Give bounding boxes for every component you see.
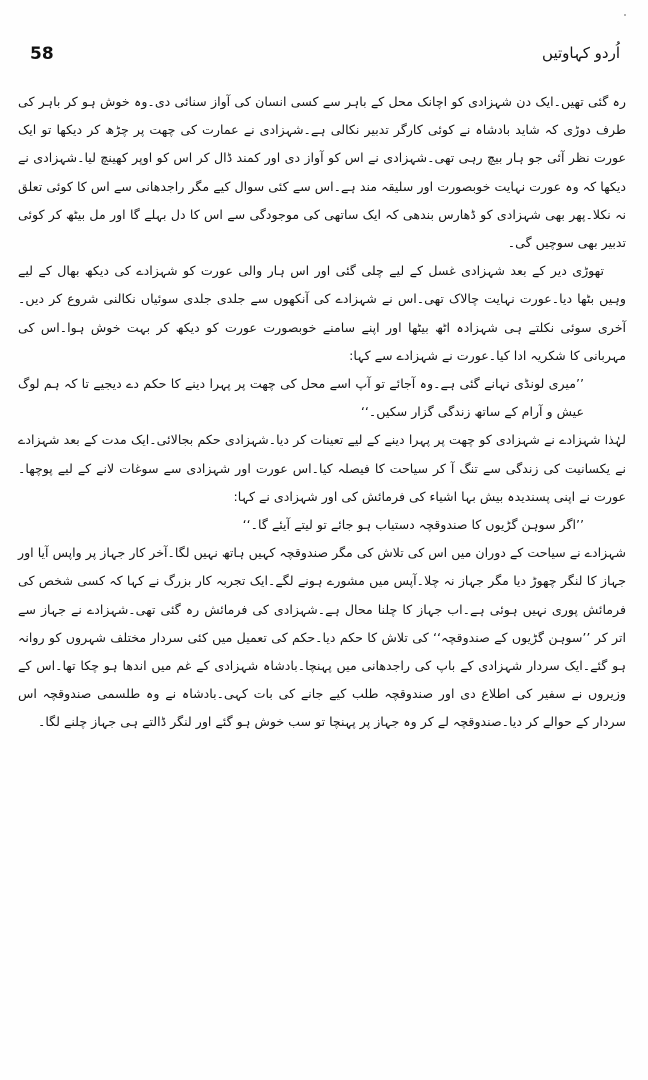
paragraph: شہزادے نے سیاحت کے دوران میں اس کی تلاش کی مگر صندوقچہ کہیں ہاتھ نہیں لگا۔آخر کار جہاز پر واپس آیا اور جہاز کا لنگر چھوڑ دیا مگر جہاز نہ چلا۔آپس میں مشورے ہونے لگے۔ایک تجربہ کار بزرگ نے کہا کہ کسی شخص کی فرمائش پوری نہیں ہوئی ہے۔اب جہاز کا چلنا محال ہے۔شہزادی کی فرمائش رہ گئی تھی۔شہزادے نے جہاز سے اتر کر ’’سوہن گڑیوں کے صندوقچہ‘‘ کی تلاش کا حکم دیا۔حکم کی تعمیل میں کئی سردار مختلف شہروں کو روانہ ہو گئے۔ایک سردار شہزادی کے باپ کی راجدھانی میں پہنچا۔بادشاہ شہزادی کے غم میں اندھا ہو چکا تھا۔اس کے وزیروں نے سفیر کی اطلاع دی اور صندوقچہ طلب کیے جانے کی بات کہی۔بادشاہ نے وہ طلسمی صندوقچہ اس سردار کے حوالے کر دیا۔صندوقچہ لے کر وہ جہاز پر پہنچا تو سب خوش ہو گئے اور لنگر ڈالتے ہی جہاز چلنے لگا۔: [18, 545, 626, 730]
quoted-speech: ’’میری لونڈی نہانے گئی ہے۔وہ آجائے تو آپ اسے محل کی چھت پر پہرا دینے کا حکم دے دیجیے تا کہ ہم لوگ عیش و آرام کے ساتھ زندگی گزار سکیں۔‘‘: [18, 376, 584, 420]
scan-mark: [624, 14, 626, 16]
running-title: اُردو کہاوتیں: [542, 44, 620, 62]
page-number: 58: [30, 44, 54, 64]
paragraph: لہٰذا شہزادے نے شہزادی کو چھت پر پہرا دینے کے لیے تعینات کر دیا۔شہزادی حکم بجالائی۔ایک مدت کے بعد شہزادے نے یکسانیت کی زندگی سے تنگ آ کر سیاحت کا فیصلہ کیا۔اس عورت اور شہزادی سے سوغات لانے کے لیے پوچھا۔عورت نے اپنی پسندیدہ بیش بہا اشیاء کی فرمائش کی اور شہزادی نے کہا:: [18, 432, 626, 504]
page-body: [18, 88, 626, 737]
paragraph: تھوڑی دیر کے بعد شہزادی غسل کے لیے چلی گئی اور اس ہار والی عورت کو شہزادے کی دیکھ بھال کے لیے وہیں بٹھا دیا۔عورت نہایت چالاک تھی۔اس نے شہزادے کی آنکھوں سے جلدی جلدی سوئیاں نکالنی شروع کر دیں۔آخری سوئی نکلتے ہی شہزادہ اٹھ بیٹھا اور اپنے سامنے خوبصورت عورت کو دیکھ کر بہت خوش ہوا۔اس کی مہربانی کا شکریہ ادا کیا۔عورت نے شہزادے سے کہا:: [18, 263, 626, 363]
quoted-speech: ’’اگر سوہن گڑیوں کا صندوقچہ دستیاب ہو جائے تو لیتے آیئے گا۔‘‘: [242, 517, 584, 533]
page-header: [22, 44, 620, 78]
paragraph: رہ گئی تھیں۔ایک دن شہزادی کو اچانک محل کے باہر سے کسی انسان کی آواز سنائی دی۔وہ خوش ہو کر باہر کی طرف دوڑی کہ شاید بادشاہ نے کوئی کارگر تدبیر نکالی ہے۔شہزادی نے عمارت کی چھت پر چڑھ کر دیکھا تو ایک عورت نظر آئی جو ہار بیچ رہی تھی۔شہزادی نے اس کو آواز دی اور کمند ڈال کر اس کو اوپر کھینچ لیا۔شہزادی نے دیکھا کہ وہ عورت نہایت خوبصورت اور سلیقہ مند ہے۔اس سے کئی سوال کیے مگر راجدھانی سے اس کا کوئی تعلق نہ نکلا۔پھر بھی شہزادی کو ڈھارس بندھی کہ ایک ساتھی کی موجودگی سے اس کا دل بہلے گا اور مل بیٹھ کر کوئی تدبیر بھی سوچیں گی۔: [18, 94, 626, 251]
